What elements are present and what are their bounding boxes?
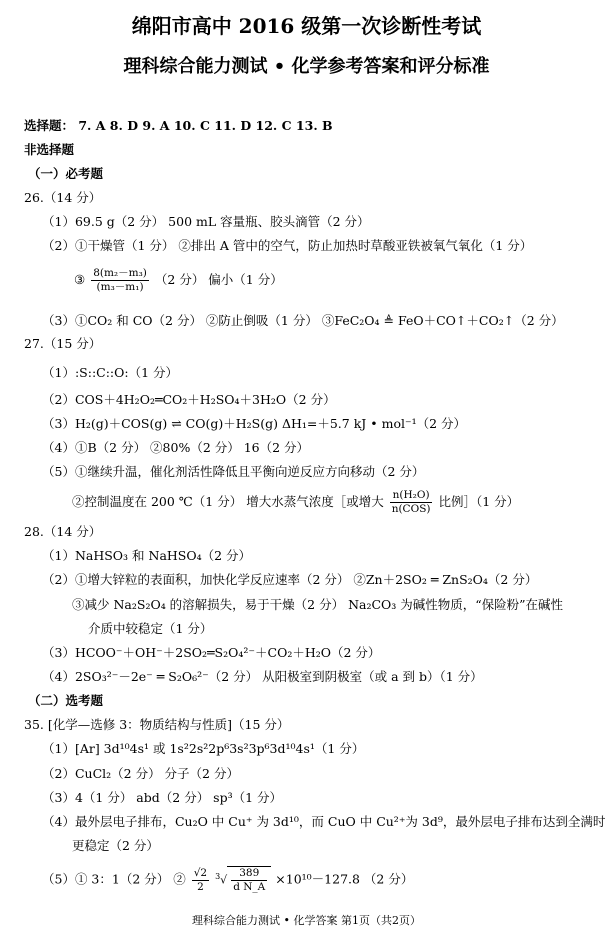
section-nonchoice: 非选择题: [24, 142, 75, 157]
fraction-numerator: √2: [193, 866, 208, 879]
fraction-denominator: d N_A: [233, 881, 266, 893]
q27-part5a: （5）①继续升温，催化剂活性降低且平衡向逆反应方向移动（2 分）: [42, 464, 425, 479]
section-required: （一）必考题: [28, 166, 104, 181]
sqrt2-over-2-fraction: [192, 867, 209, 894]
choice-answers: 选择题： 7. A 8. D 9. A 10. C 11. D 12. C 13. B: [24, 118, 333, 133]
q28-part4: （4）2SO₃²⁻－2e⁻ ═ S₂O₆²⁻（2 分） 从阳极室到阴极室（或 a 到 b）（1 分）: [42, 669, 483, 684]
doc-subtitle: 理科综合能力测试 • 化学参考答案和评分标准: [123, 56, 490, 77]
doc-title: 绵阳市高中 2016 级第一次诊断性考试: [131, 14, 482, 38]
fraction-numerator: n(H₂O): [390, 489, 433, 503]
q35-part4b: 更稳定（2 分）: [72, 838, 159, 853]
fraction-numerator: 8(m₂－m₃): [93, 267, 147, 279]
q28-part2a: （2）①增大锌粒的表面积，加快化学反应速率（2 分） ②Zn＋2SO₂ ═ ZnS₂O₄（2 分）: [42, 572, 538, 587]
q35-heading: 35. [化学—选修 3：物质结构与性质]（15 分）: [24, 717, 290, 732]
q27-part5b: [72, 489, 519, 516]
q27-part1: （1）:S::C::O:（1 分）: [42, 365, 179, 380]
q26-part2b-tail: （2 分） 偏小（1 分）: [154, 272, 283, 287]
q28-part3: （3）HCOO⁻＋OH⁻＋2SO₂═S₂O₄²⁻＋CO₂＋H₂O（2 分）: [42, 645, 381, 660]
q35-part4a: （4）最外层电子排布，Cu₂O 中 Cu⁺ 为 3d¹⁰，而 CuO 中 Cu²⁺为 3d⁹，最外层电子排布达到全满时: [42, 814, 606, 829]
q26-part2b: [74, 267, 283, 294]
fraction-denominator: (m₃－m₁): [96, 281, 144, 293]
section-optional: （二）选考题: [28, 693, 104, 708]
fraction-numerator: 389: [231, 867, 267, 881]
radical-sign-icon: √: [220, 873, 228, 887]
q27-part5b-head: ②控制温度在 200 ℃（1 分） 增大水蒸气浓度［或增大: [72, 494, 384, 509]
fraction-denominator: 2: [197, 880, 204, 893]
fraction-denominator: n(COS): [391, 503, 431, 515]
root-index: 3: [215, 871, 221, 881]
radicand: [227, 866, 271, 894]
q28-part2b-cont: 介质中较稳定（1 分）: [88, 621, 213, 636]
q35-part5-head: （5）① 3：1（2 分） ②: [42, 871, 186, 887]
q35-part2: （2）CuCl₂（2 分） 分子（2 分）: [42, 766, 239, 781]
q27-heading: 27.（15 分）: [24, 336, 102, 351]
ratio-fraction: [390, 489, 433, 516]
q27-part5b-tail: 比例］（1 分）: [438, 494, 520, 509]
density-fraction: [231, 867, 267, 894]
q26-part2a: （2）①干燥管（1 分） ②排出 A 管中的空气，防止加热时草酸亚铁被氧气氧化（1 分）: [42, 238, 533, 253]
q27-part3: （3）H₂(g)＋COS(g) ⇌ CO(g)＋H₂S(g) ΔH₁=＋5.7 kJ • mol⁻¹（2 分）: [42, 416, 467, 431]
cube-root: [215, 866, 271, 894]
q35-part5-tail: ×10¹⁰－127.8 （2 分）: [275, 871, 414, 887]
q35-part5: [42, 866, 413, 894]
q28-part1: （1）NaHSO₃ 和 NaHSO₄（2 分）: [42, 548, 252, 563]
circled-3: ③: [74, 272, 86, 287]
q26-part3: （3）①CO₂ 和 CO（2 分） ②防止倒吸（1 分） ③FeC₂O₄ ≜ FeO＋CO↑＋CO₂↑（2 分）: [42, 313, 564, 328]
q27-part4: （4）①B（2 分） ②80%（2 分） 16（2 分）: [42, 440, 310, 455]
q28-part2b: ③减少 Na₂S₂O₄ 的溶解损失，易于干燥（2 分） Na₂CO₃ 为碱性物质，“保险粉”在碱性: [72, 597, 564, 612]
q26-part1: （1）69.5 g（2 分） 500 mL 容量瓶、胶头滴管（2 分）: [42, 214, 370, 229]
mass-fraction: [91, 267, 149, 294]
q27-part2: （2）COS＋4H₂O₂═CO₂＋H₂SO₄＋3H₂O（2 分）: [42, 392, 336, 407]
page-footer: 理科综合能力测试 • 化学答案 第1页（共2页）: [192, 914, 421, 927]
q35-part1: （1）[Ar] 3d¹⁰4s¹ 或 1s²2s²2p⁶3s²3p⁶3d¹⁰4s¹（1 分）: [42, 741, 365, 756]
q35-part3: （3）4（1 分） abd（2 分） sp³（1 分）: [42, 790, 283, 805]
q28-heading: 28.（14 分）: [24, 524, 102, 539]
q26-heading: 26.（14 分）: [24, 190, 102, 205]
